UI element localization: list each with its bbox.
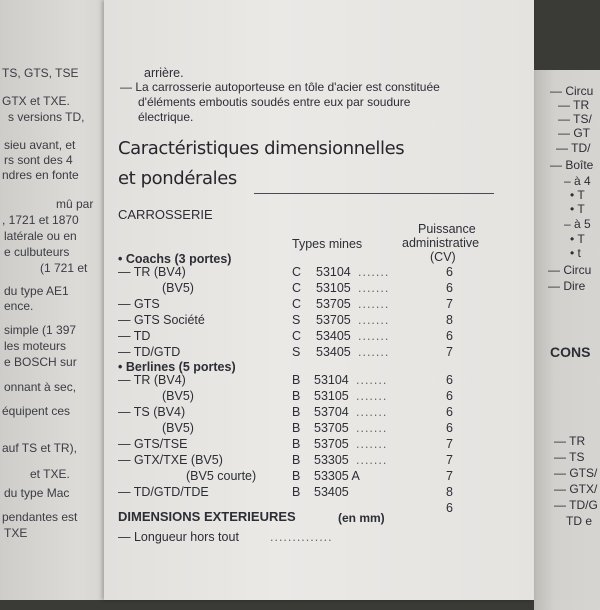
table-row-letter: C — [292, 297, 302, 311]
right-text-line: — TD/G — [554, 498, 598, 512]
right-text-line: — TR — [554, 434, 586, 448]
group-label-coachs: • Coachs (3 portes) — [118, 252, 232, 266]
left-text-line: pendantes est — [2, 510, 78, 524]
table-row-code: 53704 — [314, 405, 349, 419]
right-text-line: — TS — [554, 450, 585, 464]
left-text-line: du type AE1 — [4, 284, 69, 298]
table-row-code: 53705 — [314, 421, 349, 435]
column-header-cv: (CV) — [430, 250, 456, 264]
dims-unit: (en mm) — [338, 511, 385, 525]
group-label-berlines: • Berlines (5 portes) — [118, 360, 236, 374]
right-text-line: • T — [570, 202, 585, 216]
table-row-code: 53105 — [316, 281, 351, 295]
left-page — [0, 0, 112, 600]
leader-dots: ....... — [358, 265, 390, 279]
leader-dots: ....... — [356, 437, 388, 451]
table-row-code: 53405 — [316, 345, 351, 359]
table-row-code: 53705 — [316, 313, 351, 327]
table-row-model: — TD/GTD/TDE — [118, 485, 209, 499]
left-text-line: , 1721 et 1870 — [2, 213, 79, 227]
right-text-line: TD e — [566, 514, 593, 528]
left-text-line: du type Mac — [4, 486, 70, 500]
top-text-line: arrière. — [144, 66, 184, 80]
table-row-cv: 7 — [446, 453, 453, 467]
table-row-cv: 8 — [446, 313, 453, 327]
table-row-model: — GTS/TSE — [118, 437, 188, 451]
left-text-line: simple (1 397 — [4, 323, 77, 337]
right-text-line: — Circu — [550, 84, 594, 98]
right-text-line: — GTS/ — [554, 466, 598, 480]
table-row-letter: B — [292, 453, 301, 467]
top-text-line: — La carrosserie autoporteuse en tôle d'acier est constituée — [120, 80, 440, 94]
table-row-letter: C — [292, 281, 302, 295]
table-row-letter: B — [292, 389, 301, 403]
left-text-line: e BOSCH sur — [4, 355, 77, 369]
dims-heading: DIMENSIONS EXTERIEURES — [118, 509, 296, 524]
dims-row-label: — Longueur hors tout — [118, 530, 239, 544]
column-header-types: Types mines — [292, 237, 363, 251]
left-text-line: s versions TD, — [8, 110, 85, 124]
table-row-model: (BV5) — [162, 421, 194, 435]
section-title: Caractéristiques dimensionnelles — [118, 138, 405, 159]
leader-dots: ....... — [358, 313, 390, 327]
table-row-cv: 8 — [446, 485, 453, 499]
right-text-line: • T — [570, 232, 585, 246]
leader-dots: ....... — [356, 389, 388, 403]
table-row-cv: 6 — [446, 373, 453, 387]
table-row-cv: 6 — [446, 265, 453, 279]
top-text-line: électrique. — [138, 110, 194, 124]
left-text-line: mû par — [56, 197, 94, 211]
table-row-code: 53104 — [316, 265, 351, 279]
left-text-line: TXE — [4, 526, 28, 540]
leader-dots: ....... — [358, 281, 390, 295]
right-text-line: — TS/ — [558, 112, 592, 126]
table-row-cv: 6 — [446, 329, 453, 343]
table-row-letter: C — [292, 329, 302, 343]
table-row-letter: C — [292, 265, 302, 279]
right-text-line: — GT — [558, 126, 590, 140]
table-row-letter: S — [292, 313, 301, 327]
table-row-cv: 6 — [446, 501, 453, 515]
table-row-model: — TR (BV4) — [118, 265, 186, 279]
table-row-model: — GTX/TXE (BV5) — [118, 453, 223, 467]
center-page — [104, 0, 534, 600]
leader-dots: ....... — [356, 453, 388, 467]
right-text-line: • T — [570, 188, 585, 202]
left-text-line: rs sont des 4 — [4, 153, 73, 167]
left-text-line: auf TS et TR), — [2, 441, 77, 455]
table-row-model: (BV5) — [162, 389, 194, 403]
table-row-cv: 6 — [446, 281, 453, 295]
table-row-cv: 7 — [446, 437, 453, 451]
right-text-line: — Dire — [548, 279, 586, 293]
table-row-cv: 6 — [446, 389, 453, 403]
table-row-model: — TD — [118, 329, 151, 343]
table-row-letter: B — [292, 405, 301, 419]
left-text-line: (1 721 et — [40, 261, 88, 275]
left-text-line: ndres en fonte — [2, 168, 79, 182]
section-title-line2: et pondérales — [118, 168, 237, 189]
table-row-cv: 6 — [446, 405, 453, 419]
table-row-model: — TS (BV4) — [118, 405, 186, 419]
left-text-line: équipent ces — [2, 404, 71, 418]
table-row-code: 53104 — [314, 373, 349, 387]
right-page — [534, 70, 600, 610]
leader-dots: ....... — [358, 345, 390, 359]
table-row-code: 53705 — [316, 297, 351, 311]
left-text-line: GTX et TXE. — [2, 94, 70, 108]
left-text-line: onnant à sec, — [4, 380, 77, 394]
subsection-heading: CARROSSERIE — [118, 207, 213, 222]
table-row-model: (BV5) — [162, 281, 194, 295]
table-row-letter: B — [292, 485, 301, 499]
table-row-letter: B — [292, 437, 301, 451]
table-row-code: 53305 — [314, 453, 349, 467]
leader-dots: .............. — [270, 530, 333, 544]
right-text-line: — GTX/ — [554, 482, 598, 496]
table-row-model: (BV5 courte) — [186, 469, 257, 483]
left-text-line: ence. — [4, 299, 34, 313]
table-row-model: — TD/GTD — [118, 345, 181, 359]
leader-dots: ....... — [358, 297, 390, 311]
table-row-code: 53405 — [316, 329, 351, 343]
right-text-line: • t — [570, 246, 581, 260]
table-row-code: 53405 — [314, 485, 349, 499]
left-text-line: les moteurs — [4, 339, 67, 353]
left-text-line: e culbuteurs — [4, 245, 70, 259]
table-row-model: — TR (BV4) — [118, 373, 186, 387]
table-row-code: 53105 — [314, 389, 349, 403]
column-header-puissance: Puissance — [418, 222, 476, 236]
left-text-line: latérale ou en — [4, 229, 77, 243]
table-row-cv: 7 — [446, 297, 453, 311]
right-text-line: — Boîte — [550, 158, 594, 172]
right-text-line: — TR — [558, 98, 590, 112]
table-row-cv: 7 — [446, 469, 453, 483]
table-row-letter: B — [292, 469, 301, 483]
table-row-code: 53305 A — [314, 469, 360, 483]
right-text-line: — TD/ — [556, 141, 591, 155]
table-row-letter: S — [292, 345, 301, 359]
table-row-cv: 7 — [446, 345, 453, 359]
column-header-administrative: administrative — [402, 236, 480, 250]
right-text-line: – à 5 — [564, 217, 591, 231]
left-text-line: TS, GTS, TSE — [2, 66, 79, 80]
leader-dots: ....... — [358, 329, 390, 343]
left-text-line: et TXE. — [30, 467, 70, 481]
table-row-model: — GTS Société — [118, 313, 205, 327]
right-text-line: — Circu — [548, 263, 592, 277]
right-text-line: – à 4 — [564, 174, 591, 188]
table-row-code: 53705 — [314, 437, 349, 451]
right-heading: CONS — [550, 344, 591, 360]
table-row-cv: 6 — [446, 421, 453, 435]
table-row-letter: B — [292, 421, 301, 435]
top-text-line: d'éléments emboutis soudés entre eux par soudure — [138, 95, 411, 109]
table-row-letter: B — [292, 373, 301, 387]
left-text-line: sieu avant, et — [4, 138, 76, 152]
table-row-model: — GTS — [118, 297, 160, 311]
section-rule — [254, 193, 494, 194]
leader-dots: ....... — [356, 405, 388, 419]
leader-dots: ....... — [356, 421, 388, 435]
leader-dots: ....... — [356, 373, 388, 387]
